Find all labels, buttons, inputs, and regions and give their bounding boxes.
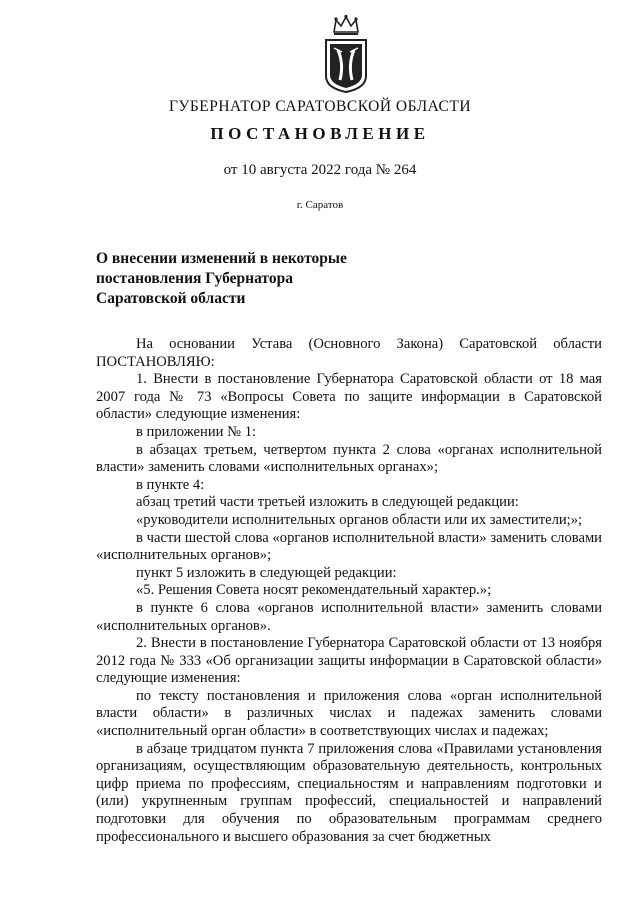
date-and-number: от 10 августа 2022 года № 264 xyxy=(223,162,417,178)
coat-of-arms-icon xyxy=(320,14,372,94)
paragraph: в приложении № 1: xyxy=(136,423,257,440)
subject-line: Саратовской области xyxy=(96,290,246,307)
subject-line: постановления Губернатора xyxy=(96,270,293,287)
issuing-authority: ГУБЕРНАТОР САРАТОВСКОЙ ОБЛАСТИ xyxy=(168,98,472,115)
paragraph: пункт 5 изложить в следующей редакции: xyxy=(136,564,397,581)
document-type-title: ПОСТАНОВЛЕНИЕ xyxy=(210,124,430,143)
paragraph: в абзацах третьем, четвертом пункта 2 слова «органах исполнительной власти» заменить словами «исполнительных органах»; xyxy=(96,441,602,476)
document-subject xyxy=(96,249,396,309)
paragraph: На основании Устава (Основного Закона) Саратовской области ПОСТАНОВЛЯЮ: xyxy=(96,336,602,370)
paragraph: абзац третий части третьей изложить в следующей редакции: xyxy=(136,494,519,511)
paragraph: в пункте 6 слова «органов исполнительной власти» заменить словами «исполнительных органов». xyxy=(96,599,602,634)
paragraph: 2. Внести в постановление Губернатора Саратовской области от 13 ноября 2012 года № 333 «Об организации защиты информации в Саратовской области» следующие изменения: xyxy=(96,635,602,687)
paragraph: по тексту постановления и приложения слова «орган исполнительной власти области» в различных числах и падежах заменить словами «исполнительный орган области» в соответствующих числах и падежах; xyxy=(96,687,602,740)
paragraph: в абзаце тридцатом пункта 7 приложения слова «Правилами установления организациям, осуществляющим образовательную деятельность, контрольных цифр приема по профессиям, специальностям и направлениям подготовки и (или) укрупненным группам профессий, специальностей и направлений подготовки для обучения по образовательным программам среднего профессионального и высшего образования за счет бюджетных xyxy=(96,740,602,845)
document-body xyxy=(96,336,602,846)
paragraph: в пункте 4: xyxy=(136,476,205,493)
paragraph: 1. Внести в постановление Губернатора Саратовской области от 18 мая 2007 года № 73 «Вопросы Совета по защите информации в Саратовской области» следующие изменения: xyxy=(96,371,602,423)
city-name: г. Саратов xyxy=(296,199,344,211)
subject-line: О внесении изменений в некоторые xyxy=(96,250,347,267)
paragraph: «руководители исполнительных органов области или их заместители;»; xyxy=(136,511,583,528)
paragraph: «5. Решения Совета носят рекомендательный характер.»; xyxy=(136,582,492,599)
paragraph: в части шестой слова «органов исполнительной власти» заменить словами «исполнительных органов»; xyxy=(96,529,602,564)
